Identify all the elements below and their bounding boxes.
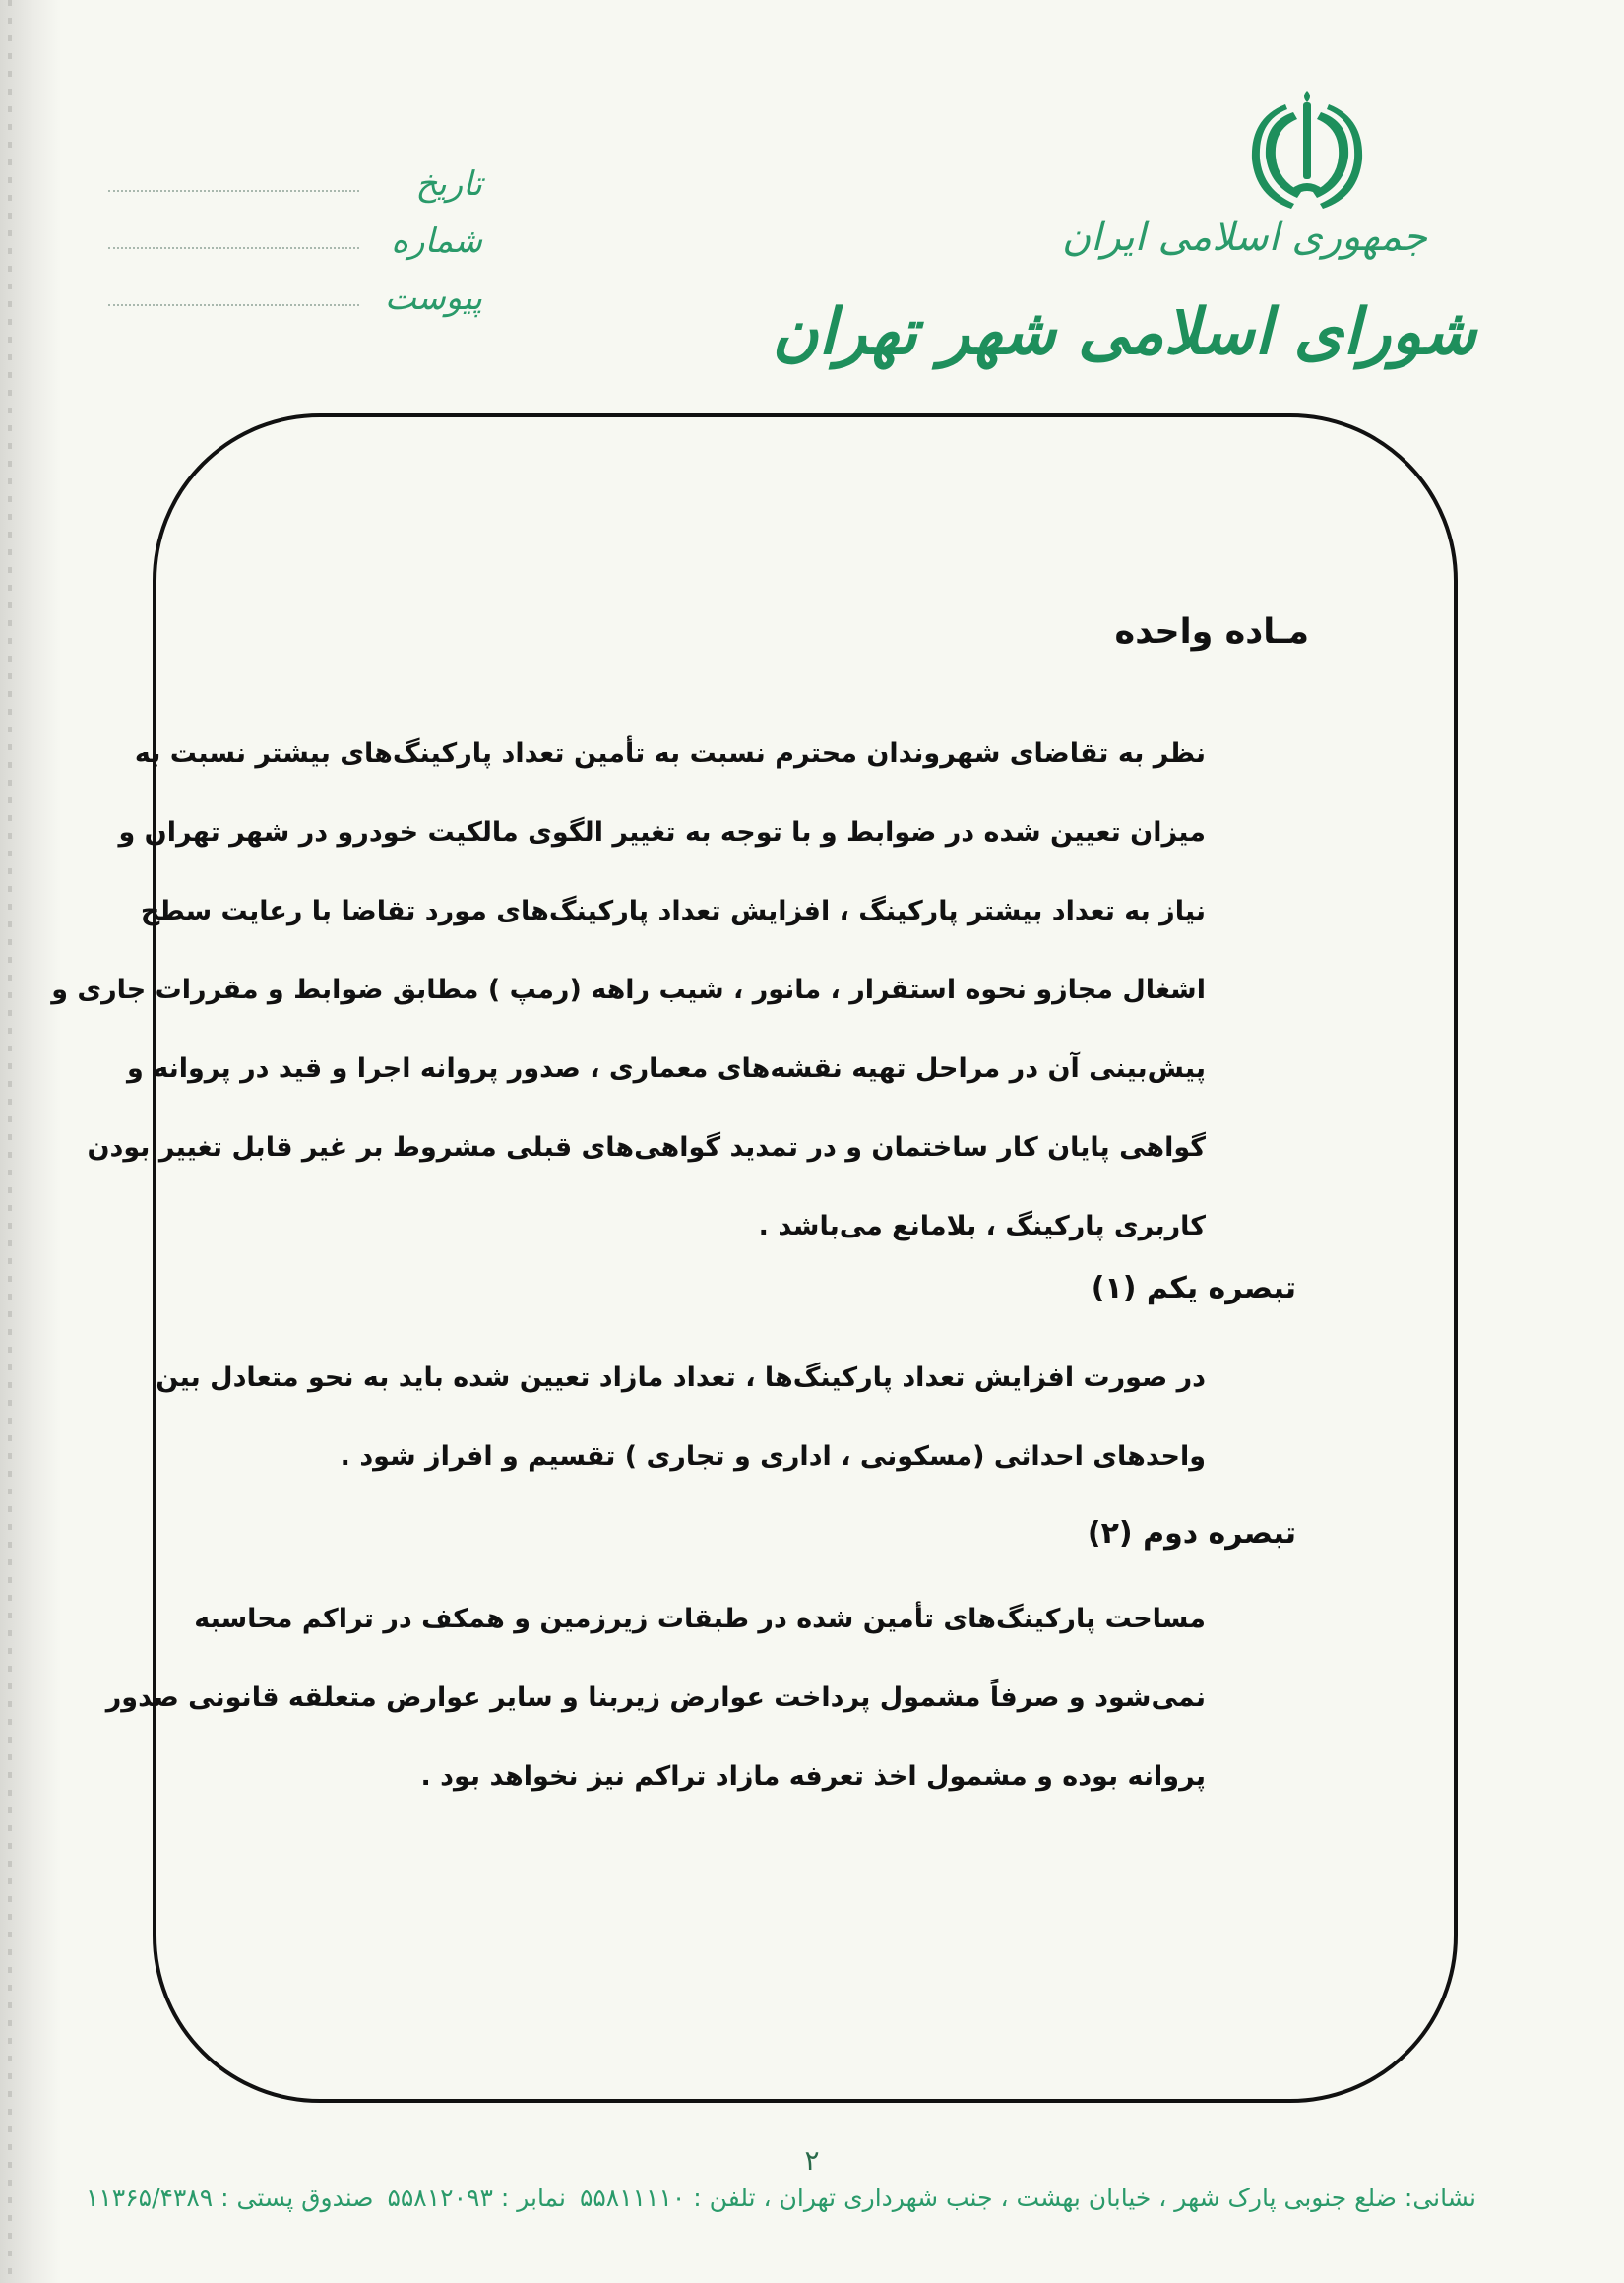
date-label: تاریخ [415, 164, 482, 204]
article-body [51, 715, 1206, 1266]
article-line: کاربری پارکینگ ، بلامانع می‌باشد . [758, 1211, 1206, 1241]
note-one-body [156, 1339, 1206, 1496]
note-two-line: پروانه بوده و مشمول اخذ تعرفه مازاد تراکم نیز نخواهد بود . [420, 1761, 1206, 1792]
note-two-line: نمی‌شود و صرفاً مشمول پرداخت عوارض زیربنا و سایر عوارض متعلقه قانونی صدور [105, 1682, 1206, 1713]
date-dotted-line [108, 190, 359, 192]
article-line: پیش‌بینی آن در مراحل تهیه نقشه‌های معماری ، صدور پروانه اجرا و قید در پروانه و [127, 1053, 1206, 1084]
page-number: ۲ [804, 2144, 820, 2177]
article-line: نظر به تقاضای شهروندان محترم نسبت به تأمین تعداد پارکینگ‌های بیشتر نسبت به [134, 738, 1206, 769]
note-two-body [105, 1580, 1206, 1816]
footer-fax: نمابر : ۵۵۸۱۲۰۹۳ [387, 2184, 566, 2212]
article-line: اشغال مجازو نحوه استقرار ، مانور ، شیب راهه (رمپ ) مطابق ضوابط و مقررات جاری و [51, 975, 1206, 1005]
republic-title: جمهوری اسلامی ایران [1061, 215, 1427, 260]
article-line: نیاز به تعداد بیشتر پارکینگ ، افزایش تعداد پارکینگ‌های مورد تقاضا با رعایت سطح [140, 896, 1206, 926]
note-one-heading: تبصره یکم (۱) [1091, 1271, 1296, 1305]
article-line: گواهی پایان کار ساختمان و در تمدید گواهی‌های قبلی مشروط بر غیر قابل تغییر بودن [87, 1132, 1206, 1163]
article-line: میزان تعیین شده در ضوابط و با توجه به تغییر الگوی مالکیت خودرو در شهر تهران و [118, 817, 1206, 848]
council-title: شورای اسلامی شهر تهران [772, 295, 1476, 369]
footer-address [80, 2184, 1476, 2212]
note-two-line: مساحت پارکینگ‌های تأمین شده در طبقات زیرزمین و همکف در تراکم محاسبه [194, 1604, 1206, 1634]
scan-edge-shadow [0, 0, 61, 2283]
letter-meta-fields [108, 162, 482, 334]
attachment-label: پیوست [384, 279, 482, 318]
meta-row-number [108, 220, 482, 277]
number-dotted-line [108, 247, 359, 249]
footer-address-text: نشانی: ضلع جنوبی پارک شهر ، خیابان بهشت ، جنب شهرداری تهران ، تلفن : ۵۵۸۱۱۱۱۰ [579, 2184, 1476, 2212]
note-one-line: در صورت افزایش تعداد پارکینگ‌ها ، تعداد مازاد تعیین شده باید به نحو متعادل بین [156, 1363, 1206, 1393]
attachment-dotted-line [108, 304, 359, 306]
iran-emblem-icon [1248, 83, 1366, 211]
note-one-line: واحدهای احداثی (مسکونی ، اداری و تجاری ) تقسیم و افراز شود . [340, 1441, 1206, 1472]
article-title: مـاده واحده [1114, 612, 1309, 652]
footer-postbox: صندوق پستی : ۱۱۳۶۵/۴۳۸۹ [85, 2184, 374, 2212]
note-two-heading: تبصره دوم (۲) [1087, 1516, 1296, 1551]
meta-row-attachment [108, 277, 482, 334]
meta-row-date [108, 162, 482, 220]
number-label: شماره [391, 222, 482, 261]
